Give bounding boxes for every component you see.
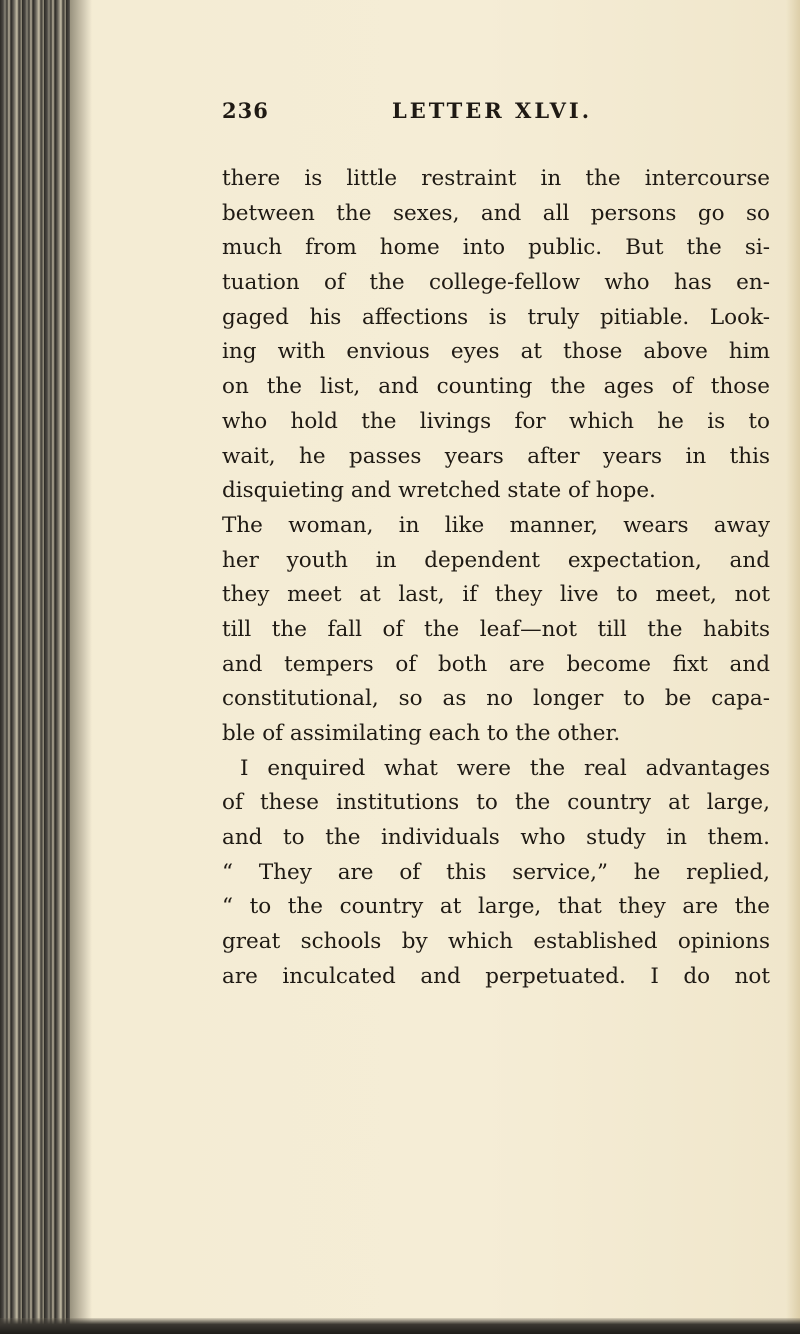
book-binding-edge — [0, 0, 70, 1334]
text-line: they meet at last, if they live to meet, not — [222, 582, 770, 608]
page-number: 236 — [222, 98, 269, 123]
text-line: of these institutions to the country at large, — [222, 790, 770, 816]
running-head: LETTER XLVI. — [392, 98, 593, 123]
body-text — [222, 162, 770, 995]
text-line: much from home into public. But the si- — [222, 235, 770, 261]
text-line: on the list, and counting the ages of those — [222, 374, 770, 400]
text-line: constitutional, so as no longer to be capa- — [222, 686, 770, 712]
text-line: her youth in dependent expectation, and — [222, 547, 770, 573]
text-line: The woman, in like manner, wears away — [222, 512, 770, 538]
page-header — [222, 98, 722, 138]
text-line: are inculcated and perpetuated. I do not — [222, 963, 770, 989]
text-line: I enquired what were the real advantages — [240, 755, 770, 781]
text-line: there is little restraint in the intercourse — [222, 166, 770, 191]
text-line: great schools by which established opinions — [222, 929, 770, 955]
text-line: and to the individuals who study in them. — [222, 825, 770, 851]
text-line: ble of assimilating each to the other. — [222, 721, 621, 746]
text-line: “ They are of this service,” he replied, — [222, 859, 770, 885]
text-line: wait, he passes years after years in this — [222, 443, 770, 469]
text-line: till the fall of the leaf—not till the habits — [222, 616, 770, 642]
text-line: and tempers of both are become fixt and — [222, 651, 770, 677]
page-right-edge — [786, 0, 800, 1334]
text-line: who hold the livings for which he is to — [222, 408, 770, 434]
text-line: gaged his affections is truly pitiable. Look- — [222, 304, 770, 330]
text-line: disquieting and wretched state of hope. — [222, 478, 656, 504]
text-line: ing with envious eyes at those above him — [222, 339, 770, 365]
page-bottom-edge — [0, 1318, 800, 1334]
text-line: tuation of the college-fellow who has en- — [222, 270, 770, 296]
text-line: between the sexes, and all persons go so — [222, 200, 770, 226]
text-line: “ to the country at large, that they are the — [222, 894, 770, 920]
